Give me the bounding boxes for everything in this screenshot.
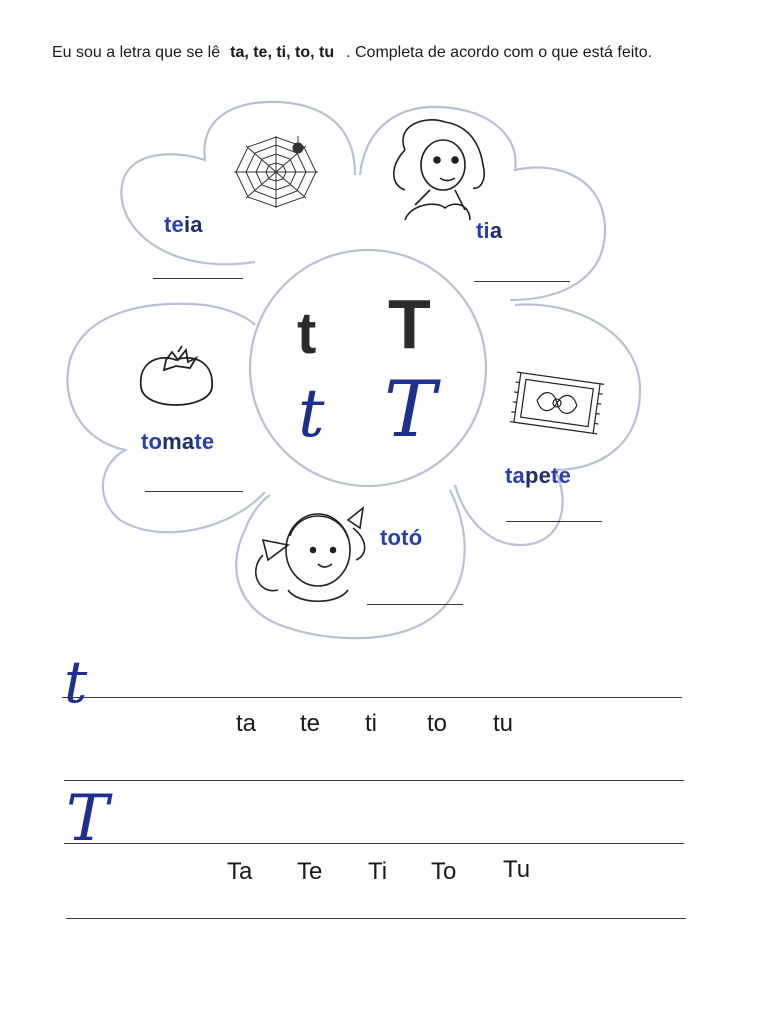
writing-line-2[interactable] bbox=[64, 780, 684, 781]
flower-petals bbox=[67, 102, 640, 638]
writing-line-4[interactable] bbox=[66, 918, 686, 919]
answer-line-teia[interactable] bbox=[153, 278, 243, 279]
instruction-part1: Eu sou a letra que se lê bbox=[52, 44, 221, 61]
syllable-To: To bbox=[431, 858, 457, 885]
word-teia: teia bbox=[164, 212, 203, 237]
writing-line-1[interactable] bbox=[62, 697, 682, 698]
spider-web-icon bbox=[234, 136, 318, 208]
center-print-lower: t bbox=[297, 301, 317, 366]
syllable-Ti: Ti bbox=[368, 858, 388, 885]
word-tomate: tomate bbox=[141, 429, 215, 454]
answer-line-toto[interactable] bbox=[367, 604, 463, 605]
answer-line-tia[interactable] bbox=[474, 281, 570, 282]
center-cursive-upper: T bbox=[384, 365, 437, 455]
word-tia: tia bbox=[476, 218, 503, 243]
word-tapete: tapete bbox=[505, 463, 572, 488]
instruction-syllables: ta, te, ti, to, tu bbox=[230, 44, 335, 61]
syllable-ti: ti bbox=[365, 710, 377, 737]
tomato-icon bbox=[141, 346, 212, 405]
rug-icon bbox=[510, 372, 604, 434]
practice-cursive-upper: T bbox=[66, 782, 109, 856]
syllable-te: te bbox=[300, 710, 321, 737]
syllable-to: to bbox=[427, 710, 448, 737]
practice-cursive-lower: t bbox=[64, 648, 88, 716]
center-cursive-lower: t bbox=[298, 375, 325, 452]
word-toto: totó bbox=[380, 525, 423, 550]
center-print-upper: T bbox=[388, 285, 431, 363]
answer-line-tapete[interactable] bbox=[506, 521, 602, 522]
girl-portrait-icon bbox=[394, 120, 484, 220]
girl-pigtails-icon bbox=[256, 508, 365, 601]
instruction-part2: . Completa de acordo com o que está feito. bbox=[346, 44, 653, 61]
syllable-Te: Te bbox=[297, 858, 323, 885]
syllable-Tu: Tu bbox=[503, 856, 531, 883]
writing-line-3[interactable] bbox=[64, 843, 684, 844]
answer-line-tomate[interactable] bbox=[145, 491, 243, 492]
syllable-ta: ta bbox=[236, 710, 257, 737]
syllable-Ta: Ta bbox=[227, 858, 253, 885]
syllable-tu: tu bbox=[493, 710, 514, 737]
